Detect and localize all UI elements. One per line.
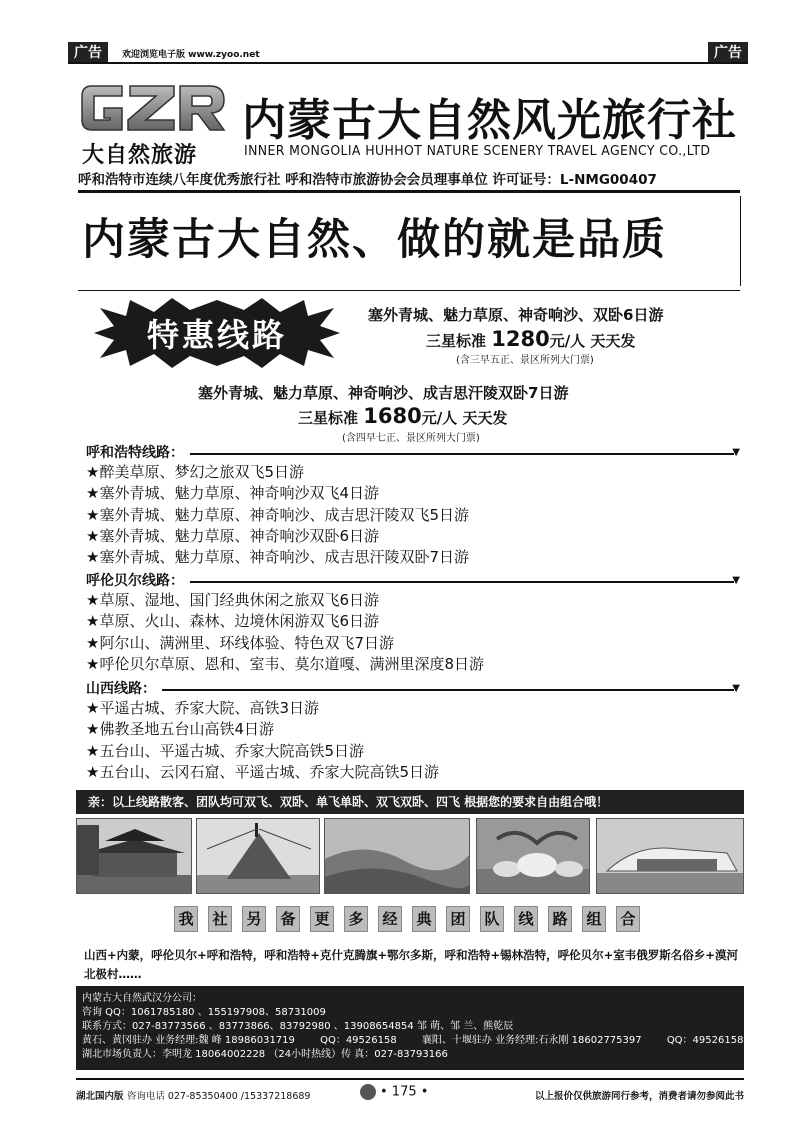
special-offer-label: 特惠线路 [146,316,287,354]
contact-regional [82,1034,744,1048]
section-header [86,442,740,462]
combo-heading-char: 我 [174,906,198,932]
combo-heading-char: 另 [242,906,266,932]
arrow-down-icon: ▼ [732,575,740,586]
combo-heading-char: 合 [616,906,640,932]
offer-1-price-line [426,327,635,351]
temple-photo [76,818,192,894]
footer-disclaimer: 以上报价仅供旅游同行参考，消费者请勿参阅此书 [534,1091,744,1102]
offer-2-unit: 元/人 [421,409,458,427]
offer-2-tier: 三星标准 [298,409,359,427]
regional-huangshi-qq: QQ：49526158 [320,1035,397,1046]
gzr-logo-icon [78,80,228,136]
route-item: ★塞外青城、魅力草原、神奇响沙、成吉思汗陵双卧7日游 [86,548,469,567]
ad-label-right: 广告 [708,42,748,64]
route-section-hohhot [86,442,740,568]
page-emblem-icon [360,1084,376,1100]
arrow-down-icon: ▼ [732,683,740,694]
footer-left [76,1088,310,1102]
route-item: ★平遥古城、乔家大院、高铁3日游 [86,699,319,717]
header-divider [78,190,740,193]
combo-heading-char: 经 [378,906,402,932]
contact-qq: 咨询 QQ：1061785180 、155197908、58731009 [82,1007,326,1018]
section-rule [86,689,734,691]
combo-heading-char: 路 [548,906,572,932]
arrow-down-icon: ▼ [732,447,740,458]
combo-heading-char: 线 [514,906,538,932]
regional-huangshi: 黄石、黄冈驻办 业务经理:魏 峰 18986031719 [82,1035,295,1046]
footer-divider [76,1078,744,1080]
footer [76,1084,744,1106]
ad-label-left: 广告 [68,42,108,64]
museum-photo [596,818,744,894]
combo-heading-char: 典 [412,906,436,932]
route-item: ★阿尔山、满洲里、环线体验、特色双飞7日游 [86,633,394,652]
special-offer-badge [94,298,340,368]
stupa-photo [196,818,320,894]
offer-1-unit: 元/人 [549,332,586,350]
page-number: • 175 • [380,1084,429,1100]
offer-1-schedule: 天天发 [590,332,636,350]
combo-heading [174,906,644,934]
combo-heading-char: 更 [310,906,334,932]
route-item: ★五台山、平遥古城、乔家大院高铁5日游 [86,741,364,760]
agency-name-en: INNER MONGOLIA HUHHOT NATURE SCENERY TRAVEL AGENCY CO.,LTD [244,144,711,159]
contact-phones: 联系方式：027-83773566 、83773866、83792980 、13908654854 邹 萌、邹 兰、熊乾辰 [82,1021,514,1032]
offer-1-tier: 三星标准 [426,332,487,350]
offer-2-price: 1680 [363,404,422,428]
route-item: ★塞外青城、魅力草原、神奇响沙双飞4日游 [86,484,379,503]
combo-heading-char: 备 [276,906,300,932]
offer-2-price-line [298,404,507,428]
top-divider [68,62,748,64]
route-item: ★醉美草原、梦幻之旅双飞5日游 [86,463,304,481]
welcome-text[interactable]: 欢迎浏览电子版 www.zyoo.net [122,50,260,60]
route-section-hulunbuir [86,570,740,675]
offer-1-title: 塞外青城、魅力草原、神奇响沙、双卧6日游 [368,306,664,324]
section-header [86,570,740,590]
route-item: ★塞外青城、魅力草原、神奇响沙双卧6日游 [86,526,379,545]
slogan-vertical-rule [740,196,741,286]
route-item: ★佛教圣地五台山高铁4日游 [86,720,274,739]
offer-2-note: (含四早七正、景区所列大门票) [342,433,480,444]
route-item: ★草原、湿地、国门经典休闲之旅双飞6日游 [86,591,379,609]
section-title: 呼伦贝尔线路： [86,570,190,590]
slogan: 内蒙古大自然、做的就是品质 [82,215,667,265]
footer-edition: 湖北国内版 [76,1091,124,1102]
agency-name-cn: 内蒙古大自然风光旅行社 [242,95,737,146]
combo-heading-char: 组 [582,906,606,932]
combo-heading-char: 队 [480,906,504,932]
route-item: ★塞外青城、魅力草原、神奇响沙、成吉思汗陵双飞5日游 [86,505,469,524]
agency-logo [78,80,238,166]
offer-2-schedule: 天天发 [462,409,508,427]
agency-credentials: 呼和浩特市连续八年度优秀旅行社 呼和浩特市旅游协会会员理事单位 许可证号：L-NMG00407 [78,172,657,188]
section-title: 山西线路： [86,678,162,698]
regional-xiangyang-qq: QQ：49526158 [666,1035,744,1046]
top-bar [68,42,748,64]
route-item: ★呼伦贝尔草原、恩和、室韦、莫尔道嘎、满洲里深度8日游 [86,654,484,673]
offer-1-price: 1280 [491,327,550,351]
regional-xiangyang: 襄阳、十堰驻办 业务经理:石永刚 18602775397 [421,1035,642,1046]
combo-description: 山西+内蒙，呼伦贝尔+呼和浩特，呼和浩特+克什克腾旗+鄂尔多斯，呼和浩特+锡林浩特，呼伦贝尔+室韦俄罗斯名俗乡+漠河北极村…… [84,948,738,981]
combo-banner: 亲：以上线路散客、团队均可双飞、双卧、单飞单卧、双飞双卧、四飞 根据您的要求自由组合哦！ [76,790,744,814]
combo-heading-char: 多 [344,906,368,932]
desert-photo [324,818,470,894]
contact-branch: 内蒙古大自然武汉分公司： [82,993,202,1004]
offer-1-note: (含三早五正、景区所列大门票) [456,355,594,366]
offer-2-title: 塞外青城、魅力草原、神奇响沙、成吉思汗陵双卧7日游 [198,384,569,402]
contact-market: 湖北市场负责人：李明龙 18064002228 （24小时热线）传 真：027-83793166 [82,1049,448,1060]
section-title: 呼和浩特线路： [86,442,190,462]
route-item: ★草原、火山、森林、边境休闲游双飞6日游 [86,612,379,631]
footer-hotline: 咨询电话 027-85350400 /15337218689 [126,1091,311,1102]
footer-page [360,1084,428,1100]
combo-heading-char: 社 [208,906,232,932]
section-header [86,678,740,698]
contact-block [76,986,744,1070]
slogan-divider [78,290,740,291]
route-section-shanxi [86,678,740,783]
combo-heading-char: 团 [446,906,470,932]
logo-subtitle: 大自然旅游 [82,143,198,168]
yurt-photo [476,818,590,894]
route-item: ★五台山、云冈石窟、平遥古城、乔家大院高铁5日游 [86,762,439,781]
